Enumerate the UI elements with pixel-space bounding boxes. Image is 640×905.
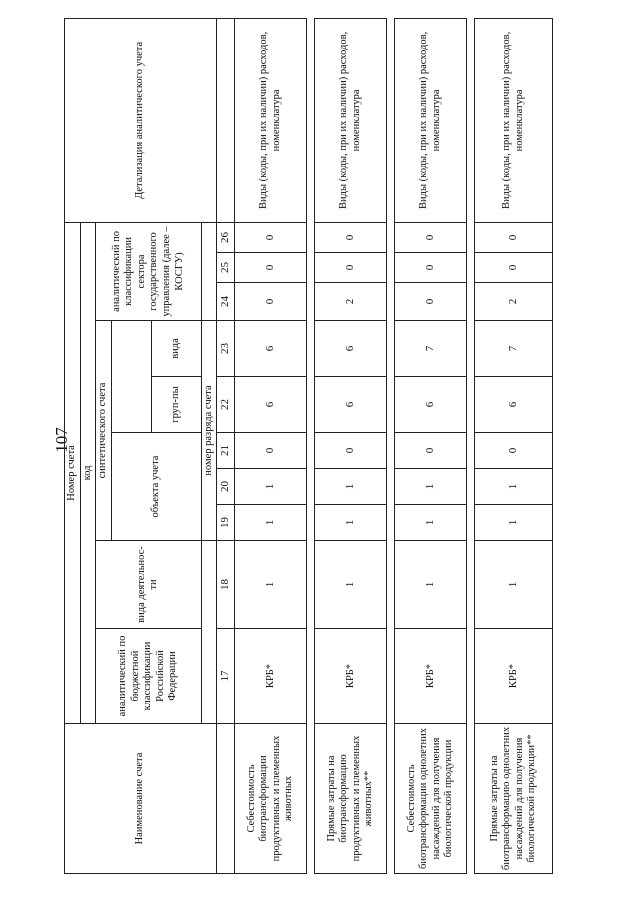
digit-19: 19 <box>217 505 235 541</box>
digit21-cell: 0 <box>315 433 387 469</box>
digit19-cell: 1 <box>235 505 307 541</box>
header-account-number: Номер счета <box>65 222 81 723</box>
table-row <box>235 18 307 873</box>
digit21-cell: 0 <box>395 433 467 469</box>
budget-code-cell: КРБ* <box>235 629 307 724</box>
budget-code-cell: КРБ* <box>475 629 553 724</box>
activity-cell: 1 <box>395 541 467 629</box>
account-name-cell: Себестоимость биотрансформации продуктивных и племенных животных <box>235 724 307 874</box>
row-separator <box>307 18 315 873</box>
kind-cell: 7 <box>395 321 467 377</box>
accounts-table <box>64 18 553 874</box>
digit20-cell: 1 <box>395 469 467 505</box>
row-separator <box>467 18 475 873</box>
table-row <box>475 18 553 873</box>
table-row <box>315 18 387 873</box>
detail-cell: Виды (коды, при их наличии) расходов, номенклатура <box>475 18 553 222</box>
header-account-name: Наименование счета <box>65 724 217 874</box>
kosgu25-cell: 0 <box>315 253 387 283</box>
gap-cell <box>217 724 235 874</box>
digit-26: 26 <box>217 222 235 252</box>
digit-25: 25 <box>217 253 235 283</box>
table-row <box>395 18 467 873</box>
digit-24: 24 <box>217 283 235 321</box>
kind-cell: 6 <box>315 321 387 377</box>
kosgu26-cell: 0 <box>235 222 307 252</box>
gap-cell <box>201 222 217 252</box>
header-kind: вида <box>151 321 201 377</box>
digit-18: 18 <box>217 541 235 629</box>
group-cell: 6 <box>475 377 553 433</box>
header-row-1 <box>65 18 81 873</box>
header-digit-number: номер разряда счета <box>201 321 217 541</box>
header-code: код <box>80 222 96 723</box>
digit-22: 22 <box>217 377 235 433</box>
header-synthetic-gap <box>111 321 151 433</box>
digit20-cell: 1 <box>235 469 307 505</box>
kosgu24-cell: 0 <box>395 283 467 321</box>
gap-cell <box>201 283 217 321</box>
row-separator <box>387 18 395 873</box>
kosgu25-cell: 0 <box>235 253 307 283</box>
kind-cell: 6 <box>235 321 307 377</box>
kosgu26-cell: 0 <box>475 222 553 252</box>
digit21-cell: 0 <box>235 433 307 469</box>
kosgu24-cell: 2 <box>475 283 553 321</box>
activity-cell: 1 <box>235 541 307 629</box>
detail-cell: Виды (коды, при их наличии) расходов, номенклатура <box>315 18 387 222</box>
detail-cell: Виды (коды, при их наличии) расходов, номенклатура <box>235 18 307 222</box>
digit19-cell: 1 <box>475 505 553 541</box>
digit-23: 23 <box>217 321 235 377</box>
kosgu24-cell: 0 <box>235 283 307 321</box>
digit-number-row <box>217 18 235 873</box>
kosgu25-cell: 0 <box>395 253 467 283</box>
gap-cell <box>217 18 235 222</box>
detail-cell: Виды (коды, при их наличии) расходов, номенклатура <box>395 18 467 222</box>
digit-20: 20 <box>217 469 235 505</box>
header-synthetic: синтетического счета <box>96 321 112 541</box>
budget-code-cell: КРБ* <box>395 629 467 724</box>
header-kosgu: аналитический по классификации сектора государственного управления (далее – КОСГУ) <box>96 222 202 320</box>
digit20-cell: 1 <box>475 469 553 505</box>
group-cell: 6 <box>395 377 467 433</box>
kind-cell: 7 <box>475 321 553 377</box>
account-name-cell: Себестоимость биотрансформации однолетних насаждений для получения биологической продукции <box>395 724 467 874</box>
gap-cell <box>201 253 217 283</box>
activity-cell: 1 <box>315 541 387 629</box>
header-detail: Детализация аналитического учета <box>65 18 217 222</box>
group-cell: 6 <box>315 377 387 433</box>
digit20-cell: 1 <box>315 469 387 505</box>
account-name-cell: Прямые затраты на биотрансформацию продуктивных и племенных животных** <box>315 724 387 874</box>
kosgu24-cell: 2 <box>315 283 387 321</box>
gap-cell <box>201 541 217 629</box>
kosgu26-cell: 0 <box>395 222 467 252</box>
rotated-table-container <box>64 19 552 874</box>
kosgu26-cell: 0 <box>315 222 387 252</box>
activity-cell: 1 <box>475 541 553 629</box>
budget-code-cell: КРБ* <box>315 629 387 724</box>
header-object: объекта учета <box>111 433 201 541</box>
header-activity-type: вида деятельнос-ти <box>96 541 202 629</box>
kosgu25-cell: 0 <box>475 253 553 283</box>
header-group: груп-пы <box>151 377 201 433</box>
account-name-cell: Прямые затраты на биотрансформацию однолетних насаждений для получения биологической продукции** <box>475 724 553 874</box>
page-number: 107 <box>52 427 71 453</box>
header-analytical-budget: аналитический по бюджетной классификации Российской Федерации <box>96 629 202 724</box>
digit-21: 21 <box>217 433 235 469</box>
digit19-cell: 1 <box>395 505 467 541</box>
group-cell: 6 <box>235 377 307 433</box>
digit21-cell: 0 <box>475 433 553 469</box>
digit-17: 17 <box>217 629 235 724</box>
digit19-cell: 1 <box>315 505 387 541</box>
gap-cell <box>201 629 217 724</box>
